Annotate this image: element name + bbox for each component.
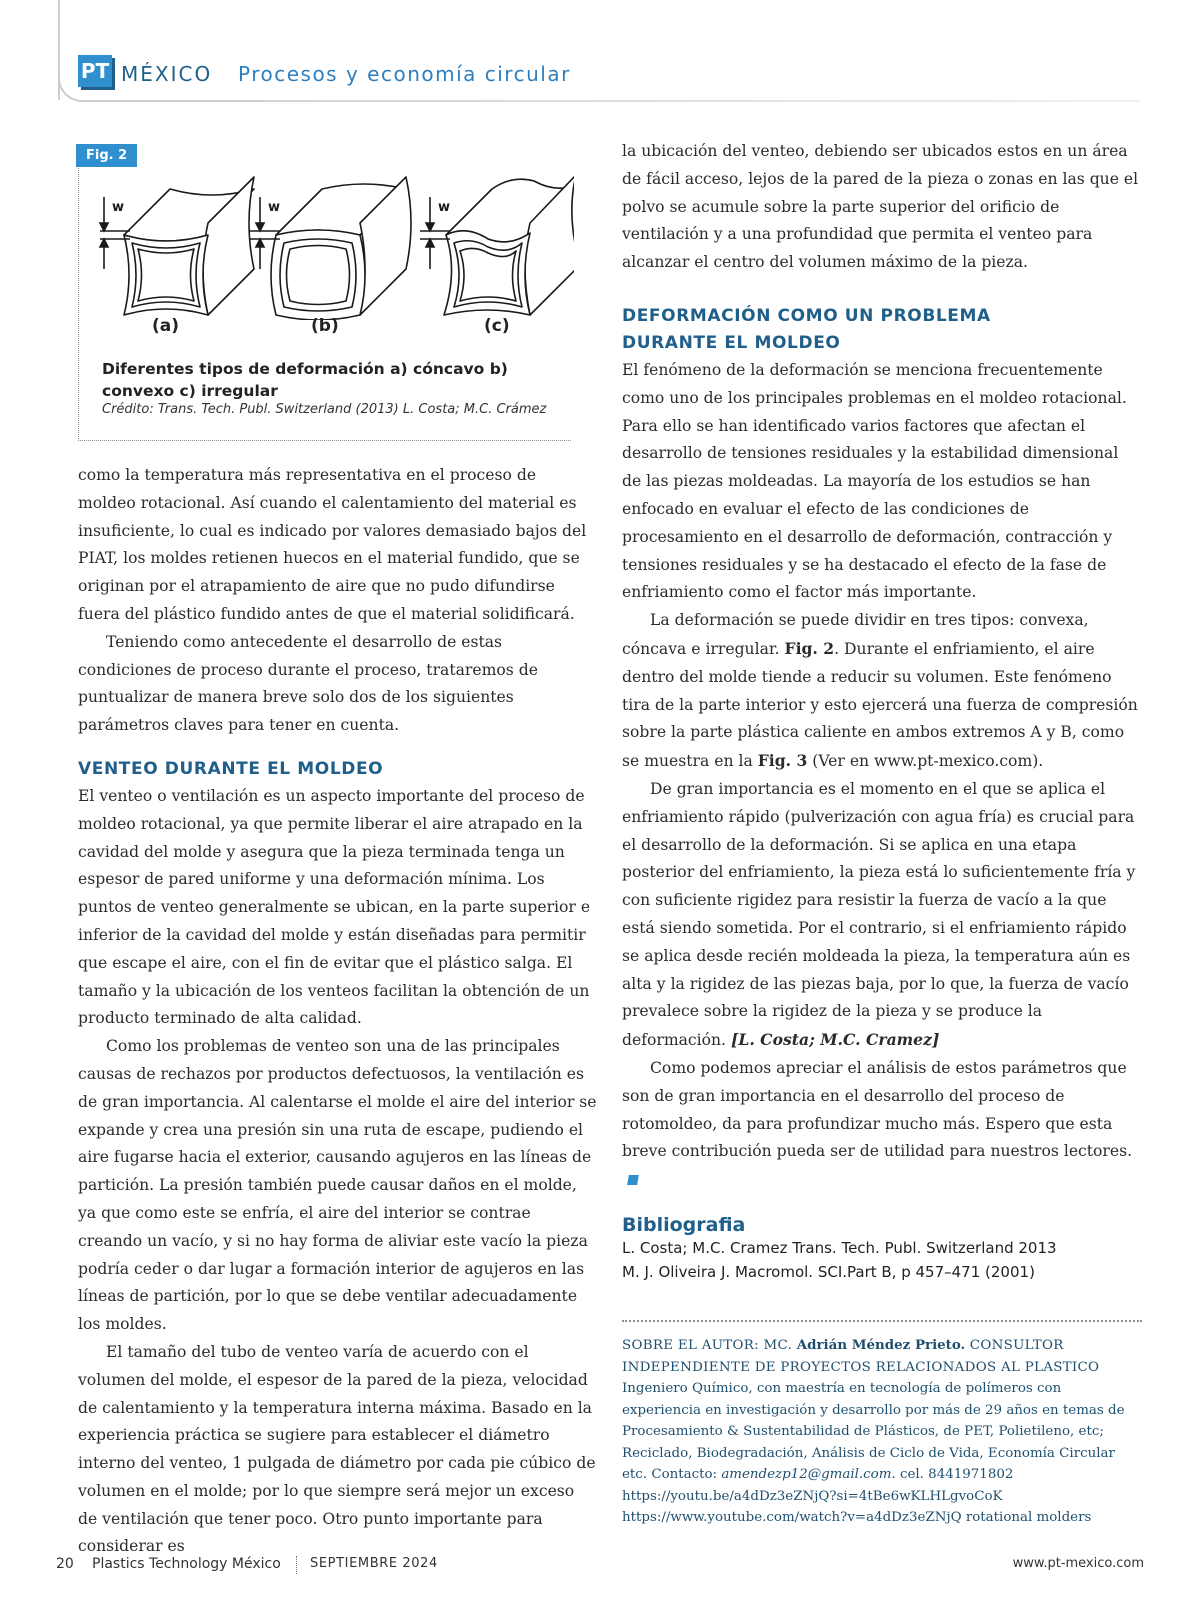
author-link-2[interactable]: https://www.youtube.com/watch?v=a4dDz3eZNjQ rotational molders (622, 1510, 1092, 1525)
header-rule (100, 100, 1140, 102)
author-divider (622, 1320, 1142, 1322)
end-of-article-mark (627, 1175, 639, 1185)
p3-text-a: La deformación se puede dividir en tres tipos: convexa, cóncava e irregular. (622, 611, 1089, 658)
bibliography-item-2: M. J. Oliveira J. Macromol. SCI.Part B, p 457–471 (2001) (622, 1262, 1035, 1281)
author-link-1[interactable]: https://youtu.be/a4dDz3eZNjQ?si=4tBe6wKLHLgvoCoK (622, 1488, 1003, 1504)
left-paragraph-5: El tamaño del tubo de venteo varía de acuerdo con el volumen del molde, el espesor de la pared de la pieza, velocidad de calentamiento y la temperatura interna máxima. Basado en la experiencia práctica se sugiere para establecer el diámetro interno del venteo, 1 pulgada de diámetro por cada pie cúbico de volumen en el molde; por lo que siempre será mejor un exceso de ventilación que tener poco. Otro punto importante para considerar es (78, 1342, 596, 1556)
issue-date: SEPTIEMBRE 2024 (310, 1556, 438, 1571)
right-paragraph-1: la ubicación del venteo, debiendo ser ubicados estos en un área de fácil acceso, lejos de la pared de la pieza o zonas en las que el polvo se acumule sobre la parte superior del orificio de ventilación y a una profundidad que permita el venteo para alcanzar el centro del volumen máximo de la pieza. (622, 142, 1139, 272)
left-column (78, 462, 598, 1561)
author-label: SOBRE EL AUTOR: MC. (622, 1338, 797, 1353)
right-paragraph-5 (622, 1055, 1142, 1194)
diagram-c-irregular (444, 175, 574, 315)
footer-url[interactable]: www.pt-mexico.com (1012, 1556, 1144, 1571)
author-role: CONSULTOR INDEPENDIENTE DE PROYECTOS RELACIONADOS AL PLASTICO (622, 1338, 1100, 1375)
left-paragraph-3: El venteo o ventilación es un aspecto importante del proceso de moldeo rotacional, ya que permite liberar el aire atrapado en la cavidad del molde y asegura que la pieza terminada tenga un espesor de pared uniforme y una deformación mínima. Los puntos de venteo generalmente se ubican, en la parte superior e inferior de la cavidad del molde y están diseñadas para permitir que escape el aire, con el fin de evitar que el plástico salga. El tamaño y la ubicación de los venteos facilitan la obtención de un producto terminado de alta calidad. (78, 786, 591, 1028)
fig2-reference: Fig. 2 (784, 638, 835, 658)
author-email[interactable]: amendezp12@gmail.com (721, 1467, 892, 1482)
citation: [L. Costa; M.C. Cramez] (730, 1030, 940, 1050)
sublabel-a: (a) (152, 316, 180, 336)
right-paragraph-3 (622, 607, 1142, 776)
w-label-b: w (268, 200, 281, 215)
figure-label: Fig. 2 (76, 144, 137, 167)
right-paragraph-2: El fenómeno de la deformación se menciona frecuentemente como uno de los principales problemas en el moldeo rotacional. Para ello se han identificado varios factores que afectan el desarrollo de tensiones residuales y la estabilidad dimensional de las piezas moldeadas. La mayoría de los estudios se han enfocado en evaluar el efecto de las condiciones de procesamiento en el desarrollo de deformación, contracción y tensiones residuales y se ha destacado el efecto de la fase de enfriamiento como el factor más importante. (622, 360, 1127, 602)
deformation-diagram (94, 175, 574, 320)
left-paragraph-4: Como los problemas de venteo son una de las principales causas de rechazos por productos defectuosos, la ventilación es de gran importancia. Al calentarse el molde el aire del interior se expande y crea una presión sin una ruta de escape, pudiendo el aire fugarse hacia el exterior, causando agujeros en las líneas de partición. La presión también puede causar daños en el molde, ya que como este se enfría, el aire del interior se contrae creando un vacío, y si no hay forma de aliviar este vacío la pieza podría ceder o dar lugar a formación interior de agujeros en las líneas de partición, por lo que se debe ventilar adecuadamente los moldes. (78, 1037, 597, 1334)
header-section: Procesos y economía circular (238, 62, 571, 86)
left-paragraph-2: Teniendo como antecedente el desarrollo de estas condiciones de proceso durante el proceso, trataremos de puntualizar de manera breve solo dos de los siguientes parámetros claves para tener en cuenta. (78, 632, 538, 735)
w-label-a: w (112, 200, 125, 215)
right-paragraph-4 (622, 776, 1142, 1055)
page-number: 20 (56, 1556, 74, 1572)
diagram-b-convex (271, 177, 411, 320)
sublabel-c: (c) (484, 316, 510, 336)
w-label-c: w (438, 200, 451, 215)
magazine-name: Plastics Technology México (92, 1556, 281, 1572)
bibliography-heading: Bibliografia (622, 1213, 746, 1236)
p3-text-c: (Ver en www.pt-mexico.com). (807, 752, 1044, 771)
sublabel-b: (b) (311, 316, 339, 336)
diagram-a-concave (124, 177, 254, 315)
header-country: MÉXICO (121, 62, 213, 86)
footer-separator (296, 1556, 297, 1574)
author-box (622, 1335, 1142, 1529)
p4-text: De gran importancia es el momento en el que se aplica el enfriamiento rápido (pulverización con agua fría) es crucial para el desarrollo de la deformación. Si se aplica en una etapa posterior del enfriamiento, la pieza está lo suficientemente fría y con suficiente rigidez para resistir la fuerza de vacío a la que está siendo sometida. Por el contrario, si el enfriamiento rápido se aplica desde recién moldeada la pieza, la temperatura aún es alta y la rigidez de las piezas baja, por lo que, la fuerza de vacío prevalece sobre la rigidez de la pieza y se produce la deformación. (622, 779, 1136, 1050)
p5-text: Como podemos apreciar el análisis de estos parámetros que son de gran importancia en el desarrollo del proceso de rotomoldeo, da para profundizar mucho más. Espero que esta breve contribución pueda ser de utilidad para nuestros lectores. (622, 1058, 1133, 1161)
figure-caption: Diferentes tipos de deformación a) cóncavo b) convexo c) irregular (102, 360, 508, 400)
p3-text-b: . Durante el enfriamiento, el aire dentro del molde tiende a reducir su volumen. Este fenómeno tira de la parte interior y esto ejercerá una fuerza de compresión sobre la parte plástica caliente en ambos extremos A y B, como se muestra en la (622, 639, 1138, 771)
figure-credit: Crédito: Trans. Tech. Publ. Switzerland (2013) L. Costa; M.C. Crámez (102, 402, 547, 417)
bibliography-item-1: L. Costa; M.C. Cramez Trans. Tech. Publ. Switzerland 2013 (622, 1238, 1057, 1257)
author-name: Adrián Méndez Prieto. (796, 1337, 966, 1353)
right-column (622, 138, 1142, 1284)
pt-logo: PT (78, 55, 112, 87)
author-bio: Ingeniero Químico, con maestría en tecnología de polímeros con experiencia en investigación y desarrollo por más de 29 años en temas de Procesamiento & Sustentabilidad de Plásticos, de PET, Polietileno, etc; Reciclado, Biodegradación, Análisis de Ciclo de Vida, Economía Circular etc. Contacto: (622, 1381, 1125, 1482)
section-heading-deformacion: DEFORMACIÓN COMO UN PROBLEMA DURANTE EL MOLDEO (622, 305, 991, 353)
left-paragraph-1: como la temperatura más representativa en el proceso de moldeo rotacional. Así cuando el calentamiento del material es insuficiente, lo cual es indicado por valores demasiado bajos del PIAT, los moldes retienen huecos en el material fundido, que se originan por el atrapamiento de aire que no pudo difundirse fuera del plástico fundido antes de que el material solidificará. (78, 466, 587, 623)
fig3-reference: Fig. 3 (757, 751, 808, 771)
section-heading-venteo: VENTEO DURANTE EL MOLDEO (78, 758, 384, 779)
author-phone: . cel. 8441971802 (891, 1467, 1014, 1482)
